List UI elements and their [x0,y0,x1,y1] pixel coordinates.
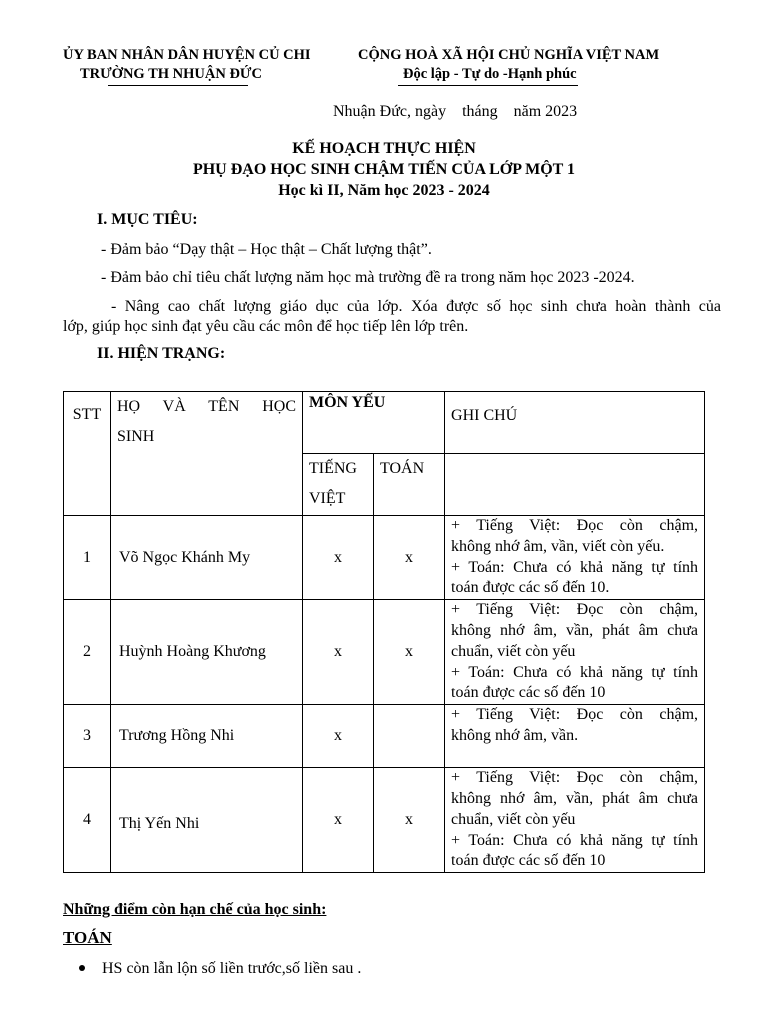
header-student-name-line-1: HỌ VÀ TÊN HỌC [117,398,296,415]
header-vietnamese-line-2: VIỆT [309,490,346,507]
row-vietnamese-mark: x [303,705,374,768]
note-line: chuẩn, viết còn yếu [451,810,576,828]
header-student-name [111,392,303,516]
objective-item-1: - Đảm bảo “Dạy thật – Học thật – Chất lượng thật”. [101,241,432,258]
table-row [64,516,705,600]
note-line: không nhớ âm, vần, viết còn yếu. [451,537,665,555]
school-name-underline [108,85,248,86]
note-line: + Tiếng Việt: Đọc còn chậm, [451,517,699,534]
date-line: Nhuận Đức, ngày tháng năm 2023 [333,103,578,120]
note-line: + Tiếng Việt: Đọc còn chậm, [451,769,699,787]
row-stt: 4 [64,768,111,873]
nation-motto: Độc lập - Tự do -Hạnh phúc [403,66,577,82]
objective-item-3-text: - Nâng cao chất lượng giáo dục của lớp. Xóa được số học sinh chưa hoàn thành của [111,298,721,315]
note-line: + Toán: Chưa có khả năng tự tính [451,831,699,849]
row-stt: 3 [64,705,111,768]
row-note [445,705,705,768]
row-note [445,600,705,705]
objective-item-3-line-2: lớp, giúp học sinh đạt yêu cầu các môn để học tiếp lên lớp trên. [63,318,469,335]
district-committee-title: ỦY BAN NHÂN DÂN HUYỆN CỦ CHI [63,47,311,63]
school-name: TRƯỜNG TH NHUẬN ĐỨC [80,66,262,82]
row-stt: 2 [64,600,111,705]
note-line: không nhớ âm, vần, phát âm chưa [451,789,699,807]
nation-title: CỘNG HOÀ XÃ HỘI CHỦ NGHĨA VIỆT NAM [358,47,660,63]
row-math-mark: x [374,600,445,705]
row-math-mark [374,705,445,768]
header-stt: STT [64,392,111,516]
limitations-heading: Những điểm còn hạn chế của học sinh: [63,901,327,918]
header-note-empty [445,454,705,516]
table-header-row [64,392,705,454]
note-line: chuẩn, viết còn yếu [451,642,576,660]
note-line: không nhớ âm, vần. [451,726,579,744]
row-vietnamese-mark: x [303,516,374,600]
note-line: + Tiếng Việt: Đọc còn chậm, [451,706,699,724]
nation-motto-underline [398,85,578,86]
header-note: GHI CHÚ [445,392,705,454]
limitation-item-1: HS còn lẫn lộn số liền trước,số liền sau . [102,960,362,977]
note-line: + Toán: Chưa có khả năng tự tính [451,663,699,681]
note-line: toán được các số đến 10. [451,579,610,597]
header-vietnamese-line-1: TIẾNG [309,460,357,477]
objective-item-2: - Đảm bảo chỉ tiêu chất lượng năm học mà trường đề ra trong năm học 2023 -2024. [101,269,635,286]
header-vietnamese [303,454,374,516]
row-student-name: Thị Yến Nhi [111,768,303,873]
bullet-dot-icon [79,965,85,971]
header-weak-subject: MÔN YẾU [303,392,445,454]
header-math [374,454,445,516]
header-student-name-line-2: SINH [117,428,155,445]
row-vietnamese-mark: x [303,768,374,873]
row-student-name: Huỳnh Hoàng Khương [111,600,303,705]
row-math-mark: x [374,516,445,600]
row-student-name: Võ Ngọc Khánh My [111,516,303,600]
plan-title: KẾ HOẠCH THỰC HIỆN [292,140,476,157]
note-line: + Toán: Chưa có khả năng tự tính [451,558,699,576]
objective-item-3-line-1 [63,296,721,317]
row-note [445,516,705,600]
table-row [64,768,705,873]
note-line: không nhớ âm, vần, phát âm chưa [451,621,699,639]
note-line: toán được các số đến 10 [451,852,606,870]
table-row [64,600,705,705]
note-line: + Tiếng Việt: Đọc còn chậm, [451,601,699,619]
limitations-subject-math: TOÁN [63,928,112,947]
plan-subtitle: PHỤ ĐẠO HỌC SINH CHẬM TIẾN CỦA LỚP MỘT 1 [192,161,576,178]
row-vietnamese-mark: x [303,600,374,705]
row-stt: 1 [64,516,111,600]
section-status-heading: II. HIỆN TRẠNG: [97,345,226,362]
row-student-name: Trương Hồng Nhi [111,705,303,768]
plan-term: Học kì II, Năm học 2023 - 2024 [278,182,490,199]
students-table [63,391,705,873]
note-line: toán được các số đến 10 [451,684,606,702]
row-note [445,768,705,873]
table-row [64,705,705,768]
row-math-mark: x [374,768,445,873]
header-math-label: TOÁN [380,460,425,477]
section-objectives-heading: I. MỤC TIÊU: [97,211,198,228]
